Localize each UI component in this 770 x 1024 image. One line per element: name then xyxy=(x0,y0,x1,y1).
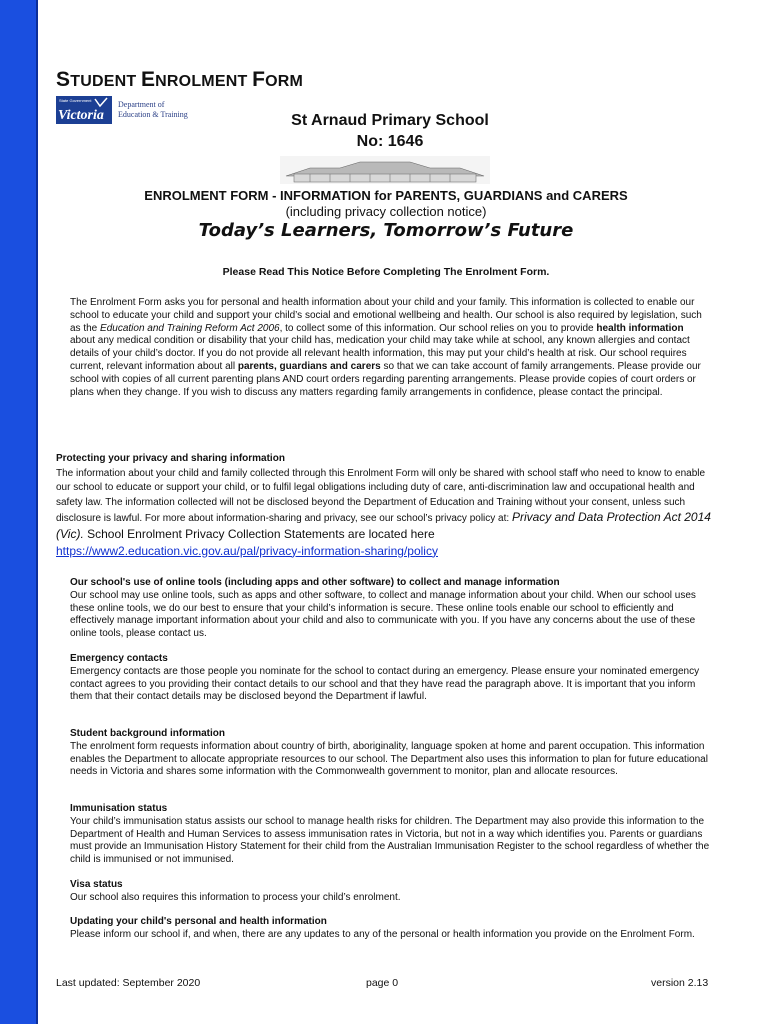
updating-info-section xyxy=(70,916,718,942)
department-name: Department of Education & Training xyxy=(118,100,188,119)
section-body: Your child’s immunisation status assists our school to manage health risks for children. The Department may also provide this information to the Department of Health and Human Services to assess immunisation rates in Victoria, but not in a way which identifies you. Parents or guardians must provide an Immunisation History Statement for their child from the Australian Immunisation Register to the school regardless of whether the child is immunised or not immunised. xyxy=(70,815,710,866)
privacy-section xyxy=(56,452,721,560)
department-logo xyxy=(56,96,206,126)
footer-last-updated: Last updated: September 2020 xyxy=(56,977,201,989)
section-heading: Student background information xyxy=(70,728,225,739)
school-building-image xyxy=(280,156,490,184)
school-heading xyxy=(210,110,570,152)
section-body: Our school may use online tools, such as apps and other software, to collect and manage information about your child. When our school uses these online tools, we do our best to ensure that your child’s information is secure. These online tools enable our school to efficiently and effectively manage important information about your child and also to communicate with you. If you have any concerns about the use of these online tools, please contact us. xyxy=(70,589,696,640)
section-body: The enrolment form requests information about country of birth, aboriginality, language spoken at home and parent occupation. This information enables the Department to allocate appropriate resources to our school. The Department also uses this information to plan for future educational needs in Victoria and shares some information with the Commonwealth government to monitor, plan and allocate resources. xyxy=(70,740,708,778)
visa-status-section xyxy=(70,879,718,905)
emergency-contacts-section xyxy=(70,653,718,704)
privacy-body: The information about your child and family collected through this Enrolment Form will only be shared with school staff who need to know to enable our school to educate or support your child, or to fulfil legal obligations including duty of care, anti-discrimination law and occupational health and safety law. The information collected will not be disclosed beyond the Department of Education and Training without your consent, unless such disclosure is lawful. For more about information-sharing and privacy, see our school’s privacy policy at: Privacy and Data Protection Act 2014 (Vic). School Enrolment Privacy Collection Statements are located here https://www2.education.vic.gov.au/pal/privacy-information-sharing/policy xyxy=(56,467,711,558)
section-heading: Visa status xyxy=(70,879,123,890)
online-tools-section xyxy=(70,577,718,641)
footer-page-number: page 0 xyxy=(366,977,399,989)
school-number: No: 1646 xyxy=(356,133,424,150)
privacy-policy-link[interactable]: https://www2.education.vic.gov.au/pal/privacy-information-sharing/policy xyxy=(56,543,438,558)
left-margin-stripe xyxy=(0,0,38,1024)
intro-paragraph: The Enrolment Form asks you for personal and health information about your child and your family. This information is collected to enable our school to educate your child and support your child’s social and emotional wellbeing and health. Our school is also required by legislation, such as the Education and Training Reform Act 2006, to collect some of this information. Our school relies on you to provide health information about any medical condition or disability that your child has, medication your child may take while at school, any known allergies and contact details of your child’s doctor. If you do not provide all relevant health information, this may put your child’s health at risk. Our school requires current, relevant information about all parents, guardians and carers so that we can take account of family arrangements. Please provide our school with copies of all current parenting plans AND court orders regarding parenting arrangements. Please provide copies of court orders or plans when they change. If you wish to discuss any matters regarding family arrangements in confidence, please contact the principal. xyxy=(70,297,702,398)
victoria-map-icon xyxy=(94,97,108,108)
section-body: Our school also requires this information to process your child’s enrolment. xyxy=(70,891,401,903)
section-body: Please inform our school if, and when, there are any updates to any of the personal or health information you provide on the Enrolment Form. xyxy=(70,928,695,940)
school-name: St Arnaud Primary School xyxy=(291,112,489,129)
school-motto: Today’s Learners, Tomorrow’s Future xyxy=(198,220,574,241)
victoria-logo-icon: State Government Victoria xyxy=(56,96,112,124)
student-background-section xyxy=(70,728,718,779)
section-heading: Emergency contacts xyxy=(70,653,168,664)
immunisation-section xyxy=(70,803,718,867)
section-heading: Updating your child's personal and health information xyxy=(70,916,327,927)
section-body: Emergency contacts are those people you nominate for the school to contact during an emergency. Please ensure your nominated emergency contact agrees to you providing their contact details to our school and that they have read the paragraph above. It is important that you inform them that their contact details may be disclosed beyond the Department if lawful. xyxy=(70,665,700,703)
section-heading: Immunisation status xyxy=(70,803,168,814)
read-notice: Please Read This Notice Before Completing The Enrolment Form. xyxy=(222,266,550,278)
privacy-heading: Protecting your privacy and sharing information xyxy=(56,453,285,464)
footer-version: version 2.13 xyxy=(651,977,709,989)
form-title: STUDENT ENROLMENT FORM xyxy=(56,68,304,91)
section-heading: Our school's use of online tools (including apps and other software) to collect and manage information xyxy=(70,577,560,588)
form-subheading: ENROLMENT FORM - INFORMATION for PARENTS, GUARDIANS and CARERS (including privacy collection notice) xyxy=(144,188,628,219)
